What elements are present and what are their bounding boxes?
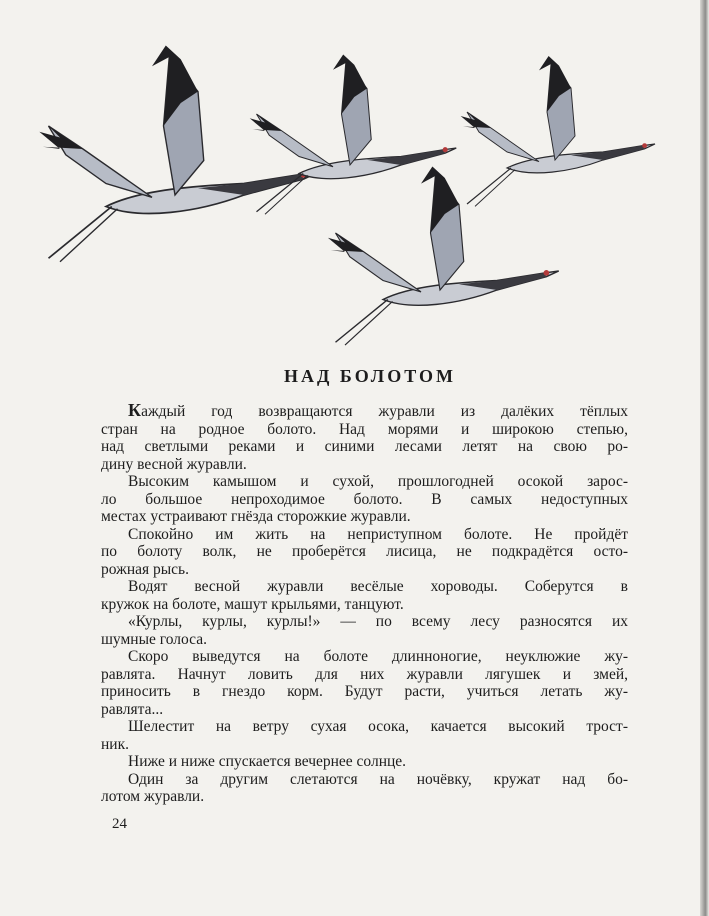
text-line: Шелестит на ветру сухая осока, качается высокий трост- [128,718,628,735]
text-line: Спокойно им жить на неприступном болоте. Не пройдёт [128,525,628,543]
text-line: равлята. Начнут ловить для них журавли лягушек и змей, [101,665,628,683]
crane-4 [328,167,559,346]
page-title: НАД БОЛОТОМ [284,366,456,386]
paragraph [101,473,628,526]
paragraph [101,402,628,473]
story-text [101,402,628,806]
crane-3 [461,56,655,206]
text-line: лотом журавли. [101,788,205,805]
text-line: стран на родное болото. Над морями и широкою степью, [101,420,628,438]
cranes-illustration [0,0,709,350]
paragraph [101,718,628,753]
text-line: Каждый год возвращаются журавли из далёких тёплых [128,400,628,420]
text-line: дину весной журавли. [101,455,247,473]
text-line: Скоро выведутся на болоте длинноногие, неуклюжие жу- [128,648,628,665]
text-line: по болоту волк, не проберётся лисица, не подкрадётся осто- [101,543,628,560]
text-line: ник. [101,735,129,753]
text-line: над светлыми реками и синими лесами летят на свою ро- [101,438,628,455]
text-line: приносить в гнездо корм. Будут расти, учиться летать жу- [101,683,628,700]
crane-2 [250,54,457,214]
text-line: кружок на болоте, машут крыльями, танцуют. [101,595,404,613]
paragraph [101,613,628,648]
paragraph [101,648,628,718]
text-line: местах устраивают гнёзда сторожкие журавли. [101,508,411,525]
text-line: Высоким камышом и сухой, прошлогодней осокой зарос- [128,473,628,490]
crane-1 [39,46,318,262]
text-line: «Курлы, курлы, курлы!» — по всему лесу разносятся их [128,613,628,630]
text-line: Ниже и ниже спускается вечернее солнце. [128,753,407,770]
paragraph [101,526,628,579]
text-line: ло большое непроходимое болото. В самых недоступных [101,490,628,508]
text-line: Водят весной журавли весёлые хороводы. Соберутся в [128,578,628,595]
paragraph [101,753,628,771]
text-line: шумные голоса. [101,630,207,648]
text-line: равлята... [101,700,164,718]
text-line: Один за другим слетаются на ночёвку, кружат над бо- [128,770,628,788]
drop-cap: К [128,400,142,420]
paragraph [101,771,628,806]
page-number: 24 [112,816,127,832]
paragraph [101,578,628,613]
text-line: рожная рысь. [101,560,189,578]
